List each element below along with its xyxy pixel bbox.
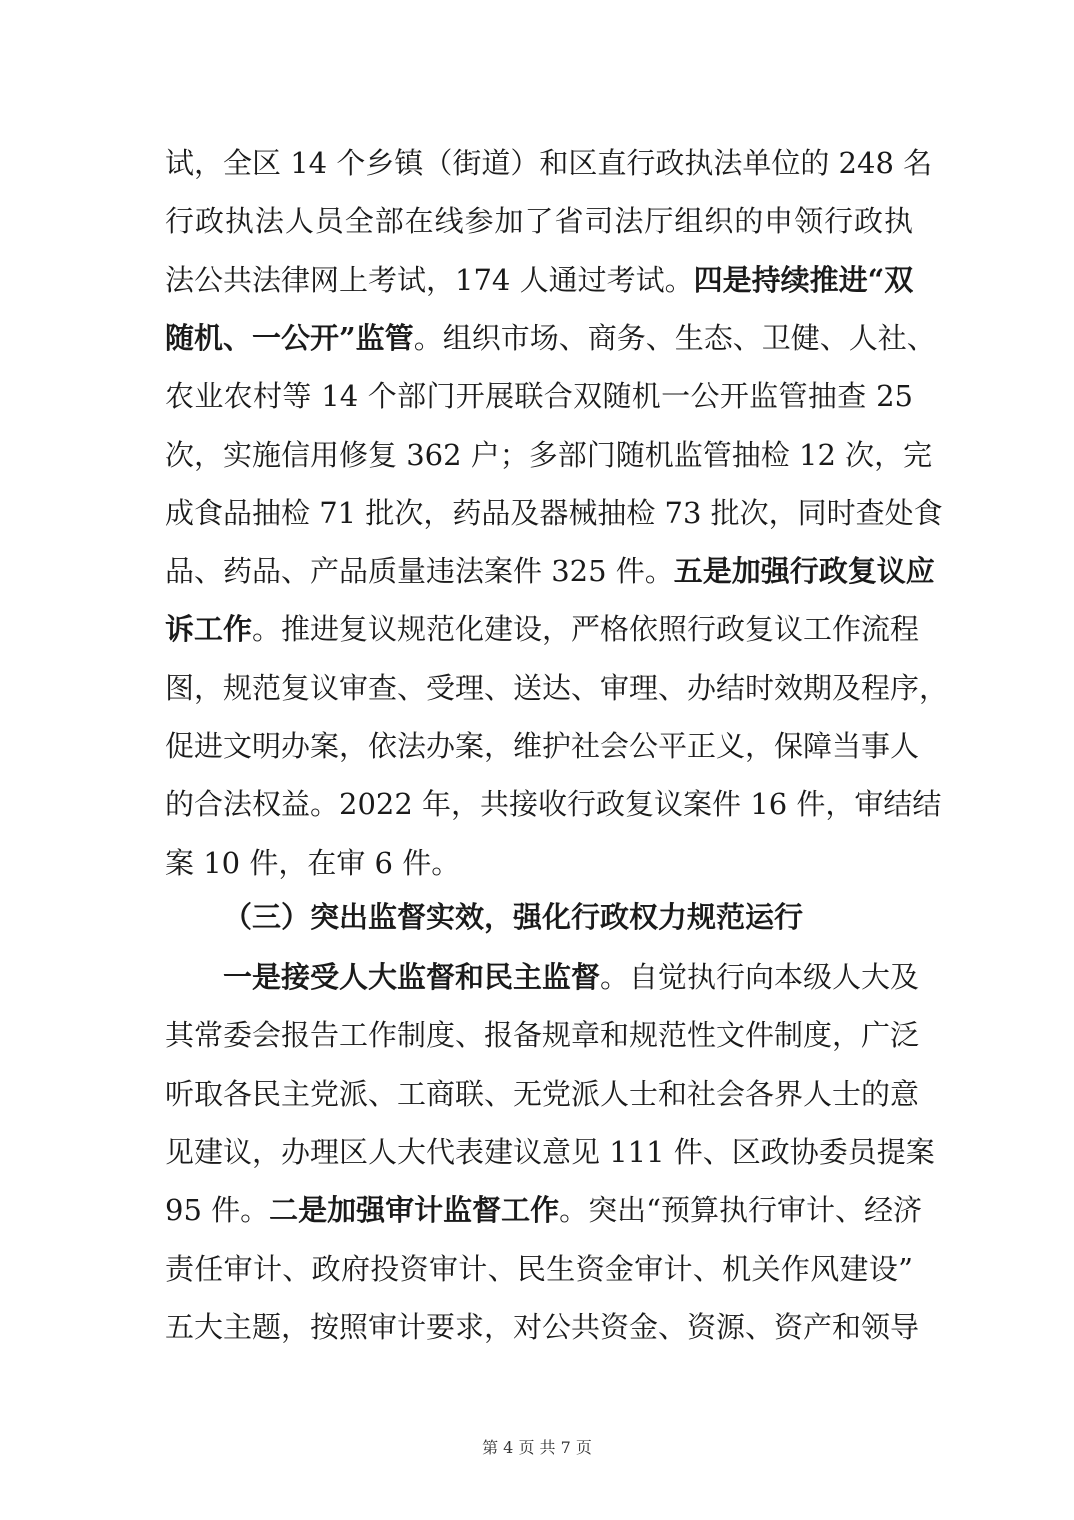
text-line bbox=[165, 376, 913, 416]
text-run: 行政执法人员全部在线参加了省司法厅组织的申领行政执 bbox=[165, 204, 913, 239]
text-line bbox=[165, 201, 913, 241]
text-line bbox=[165, 143, 933, 183]
bold-text: 诉工作 bbox=[165, 612, 253, 647]
text-run: 次，实施信用修复 362 户；多部门随机监管抽检 12 次，完 bbox=[165, 437, 933, 472]
text-run: 五大主题，按照审计要求，对公共资金、资源、资产和领导 bbox=[165, 1309, 920, 1344]
text-run: 。自觉执行向本级人大及 bbox=[600, 960, 920, 994]
text-run: 其常委会报告工作制度、报备规章和规范性文件制度，广泛 bbox=[165, 1018, 920, 1053]
text-line bbox=[165, 668, 949, 708]
text-line bbox=[165, 1307, 920, 1347]
text-run: 品、药品、产品质量违法案件 325 件。 bbox=[165, 554, 674, 589]
text-line bbox=[165, 1249, 913, 1289]
text-run: 95 件。 bbox=[165, 1193, 270, 1228]
text-line bbox=[165, 435, 933, 475]
bold-text: 二是加强审计监督工作 bbox=[269, 1193, 560, 1228]
text-run: 试，全区 14 个乡镇（街道）和区直行政执法单位的 248 名 bbox=[165, 146, 933, 180]
section-heading: （三）突出监督实效，强化行政权力规范运行 bbox=[223, 900, 804, 934]
text-line bbox=[165, 843, 913, 883]
text-run: 的合法权益。2022 年，共接收行政复议案件 16 件，审结结 bbox=[165, 787, 942, 822]
text-run: 。组织市场、商务、生态、卫健、人社、 bbox=[413, 320, 936, 355]
text-run: 见建议，办理区人大代表建议意见 111 件、区政协委员提案 bbox=[165, 1134, 935, 1169]
text-run: 促进文明办案，依法办案，维护社会公平正义，保障当事人 bbox=[165, 729, 920, 763]
text-line bbox=[165, 1015, 920, 1055]
bold-text: 五是加强行政复议应 bbox=[673, 554, 935, 589]
text-line bbox=[165, 260, 913, 300]
text-run: 听取各民主党派、工商联、无党派人士和社会各界人士的意 bbox=[165, 1076, 920, 1111]
text-run: 法公共法律网上考试，174 人通过考试。 bbox=[165, 262, 694, 297]
text-run: 成食品抽检 71 批次，药品及器械抽检 73 批次，同时查处食 bbox=[165, 495, 943, 530]
text-run: 。突出“预算执行审计、经济 bbox=[559, 1193, 922, 1228]
text-run: 。推进复议规范化建设，严格依照行政复议工作流程 bbox=[252, 612, 920, 647]
text-line bbox=[165, 551, 935, 591]
bold-text: 随机、一公开”监管 bbox=[165, 320, 414, 355]
text-line bbox=[165, 609, 920, 649]
text-run: 图，规范复议审查、受理、送达、审理、办结时效期及程序， bbox=[165, 670, 949, 705]
text-line bbox=[165, 1190, 922, 1230]
text-line bbox=[165, 493, 943, 533]
text-run: 案 10 件，在审 6 件。 bbox=[165, 845, 461, 880]
text-run: 责任审计、政府投资审计、民生资金审计、机关作风建设” bbox=[165, 1251, 913, 1286]
text-line bbox=[165, 1132, 935, 1172]
text-line bbox=[165, 957, 920, 997]
text-line bbox=[165, 1074, 920, 1114]
bold-text: 一是接受人大监督和民主监督 bbox=[223, 960, 601, 994]
page-number-footer: 第 4 页 共 7 页 bbox=[482, 1438, 592, 1457]
text-run: 农业农村等 14 个部门开展联合双随机一公开监管抽查 25 bbox=[165, 379, 913, 414]
text-line bbox=[165, 318, 936, 358]
text-line bbox=[165, 784, 942, 824]
text-line bbox=[165, 726, 920, 766]
bold-text: 四是持续推进“双 bbox=[693, 262, 914, 297]
